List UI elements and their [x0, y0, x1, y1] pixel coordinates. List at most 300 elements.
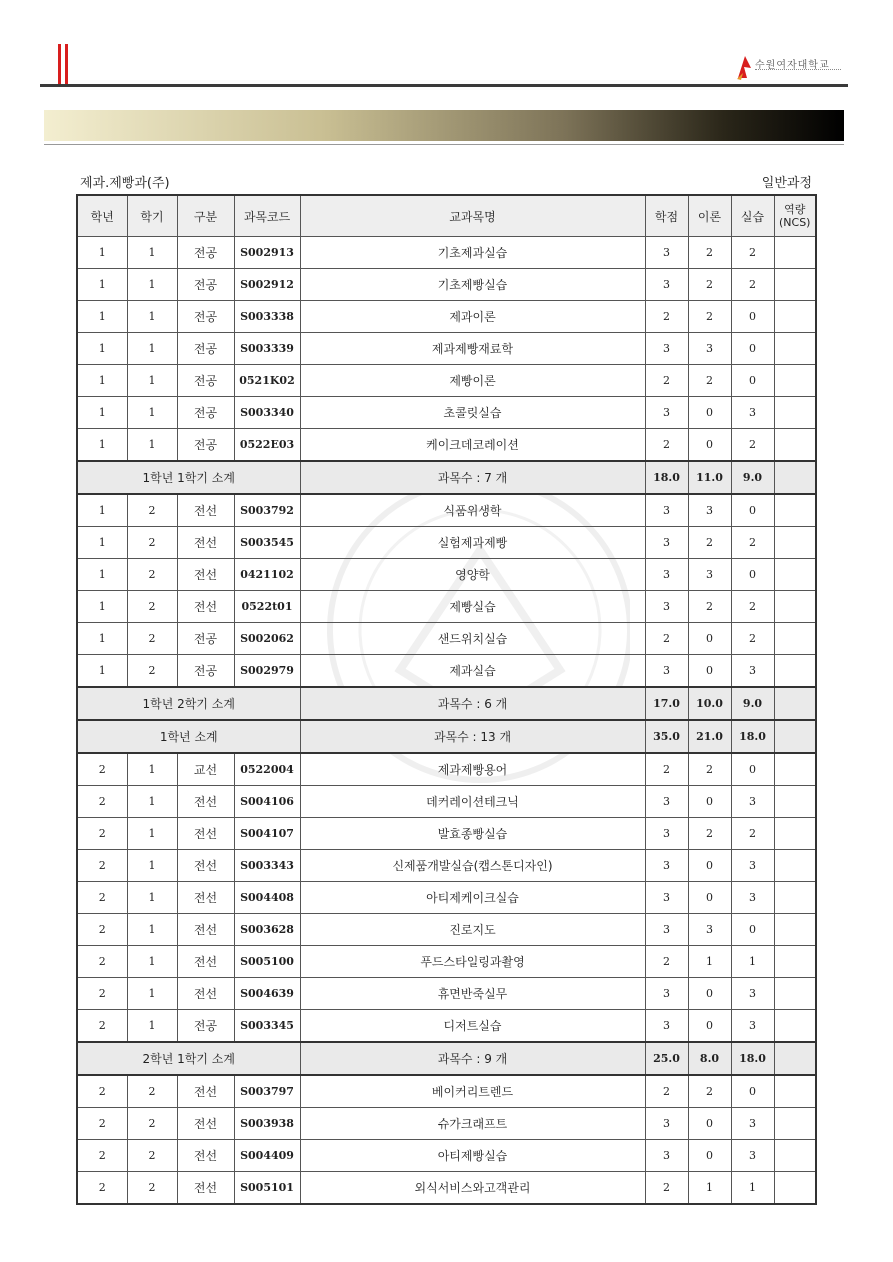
table-row — [77, 591, 816, 623]
cell-credit: 3 — [645, 978, 688, 1010]
subtotal-ncs — [774, 1042, 816, 1075]
cell-ncs — [774, 753, 816, 786]
cell-ncs — [774, 333, 816, 365]
cell-code: 0521K02 — [234, 365, 300, 397]
cell-year: 2 — [77, 1075, 127, 1108]
cell-course-name: 케이크데코레이션 — [300, 429, 645, 462]
subtotal-theory: 21.0 — [688, 720, 731, 753]
cell-semester: 1 — [127, 914, 177, 946]
cell-code: S003340 — [234, 397, 300, 429]
cell-ncs — [774, 1172, 816, 1205]
cell-credit: 3 — [645, 914, 688, 946]
cell-theory: 3 — [688, 914, 731, 946]
course-type-label: 일반과정 — [761, 176, 812, 191]
cell-semester: 1 — [127, 397, 177, 429]
cell-credit: 3 — [645, 333, 688, 365]
cell-semester: 2 — [127, 1172, 177, 1205]
table-row — [77, 818, 816, 850]
cell-theory: 0 — [688, 850, 731, 882]
cell-theory: 0 — [688, 655, 731, 688]
cell-year: 1 — [77, 559, 127, 591]
cell-semester: 1 — [127, 786, 177, 818]
cell-practice: 3 — [731, 1140, 774, 1172]
col-course-name: 교과목명 — [300, 195, 645, 237]
cell-year: 2 — [77, 1108, 127, 1140]
cell-category: 전선 — [177, 559, 234, 591]
col-ncs — [774, 195, 816, 237]
cell-code: S005100 — [234, 946, 300, 978]
cell-year: 1 — [77, 429, 127, 462]
cell-ncs — [774, 559, 816, 591]
cell-theory: 3 — [688, 559, 731, 591]
cell-category: 교선 — [177, 753, 234, 786]
col-semester: 학기 — [127, 195, 177, 237]
cell-semester: 2 — [127, 1108, 177, 1140]
cell-code: 0522004 — [234, 753, 300, 786]
table-row — [77, 269, 816, 301]
cell-code: 0522t01 — [234, 591, 300, 623]
cell-practice: 3 — [731, 882, 774, 914]
cell-course-name: 데커레이션테크닉 — [300, 786, 645, 818]
cell-course-name: 제빵실습 — [300, 591, 645, 623]
cell-credit: 2 — [645, 946, 688, 978]
cell-ncs — [774, 591, 816, 623]
cell-course-name: 샌드위치실습 — [300, 623, 645, 655]
cell-ncs — [774, 269, 816, 301]
cell-semester: 1 — [127, 269, 177, 301]
cell-code: S003792 — [234, 494, 300, 527]
cell-practice: 0 — [731, 1075, 774, 1108]
cell-theory: 3 — [688, 333, 731, 365]
cell-category: 전선 — [177, 946, 234, 978]
cell-credit: 3 — [645, 527, 688, 559]
subtotal-ncs — [774, 720, 816, 753]
cell-ncs — [774, 429, 816, 462]
cell-category: 전선 — [177, 494, 234, 527]
cell-credit: 3 — [645, 559, 688, 591]
cell-credit: 3 — [645, 1010, 688, 1043]
subtotal-row — [77, 720, 816, 753]
subtotal-row — [77, 461, 816, 494]
cell-code: S002979 — [234, 655, 300, 688]
cell-practice: 0 — [731, 914, 774, 946]
cell-semester: 1 — [127, 365, 177, 397]
table-row — [77, 429, 816, 462]
cell-category: 전공 — [177, 429, 234, 462]
cell-year: 2 — [77, 818, 127, 850]
cell-year: 1 — [77, 655, 127, 688]
cell-theory: 0 — [688, 1010, 731, 1043]
table-row — [77, 623, 816, 655]
cell-course-name: 제과제빵용어 — [300, 753, 645, 786]
cell-year: 2 — [77, 1172, 127, 1205]
logo-subline — [755, 69, 841, 73]
cell-practice: 2 — [731, 237, 774, 269]
cell-course-name: 베이커리트렌드 — [300, 1075, 645, 1108]
cell-category: 전선 — [177, 1108, 234, 1140]
table-row — [77, 978, 816, 1010]
table-row — [77, 333, 816, 365]
cell-credit: 3 — [645, 655, 688, 688]
cell-practice: 2 — [731, 591, 774, 623]
cell-category: 전선 — [177, 978, 234, 1010]
cell-theory: 0 — [688, 397, 731, 429]
cell-practice: 3 — [731, 1108, 774, 1140]
cell-code: S004106 — [234, 786, 300, 818]
cell-credit: 3 — [645, 1140, 688, 1172]
cell-year: 2 — [77, 1140, 127, 1172]
red-accent-bar-right — [65, 44, 68, 84]
header-rule — [40, 84, 848, 87]
cell-course-name: 신제품개발실습(캡스톤디자인) — [300, 850, 645, 882]
cell-year: 2 — [77, 882, 127, 914]
table-row — [77, 1140, 816, 1172]
cell-course-name: 실험제과제빵 — [300, 527, 645, 559]
cell-code: S003938 — [234, 1108, 300, 1140]
subtotal-row — [77, 687, 816, 720]
cell-ncs — [774, 365, 816, 397]
subtotal-credit: 17.0 — [645, 687, 688, 720]
table-row — [77, 914, 816, 946]
col-theory: 이론 — [688, 195, 731, 237]
cell-course-name: 휴면반죽실무 — [300, 978, 645, 1010]
cell-credit: 2 — [645, 365, 688, 397]
table-row — [77, 1010, 816, 1043]
cell-category: 전공 — [177, 269, 234, 301]
cell-theory: 2 — [688, 591, 731, 623]
subtotal-practice: 18.0 — [731, 720, 774, 753]
table-row — [77, 527, 816, 559]
cell-year: 2 — [77, 850, 127, 882]
cell-course-name: 제과제빵재료학 — [300, 333, 645, 365]
cell-ncs — [774, 1075, 816, 1108]
subtotal-theory: 10.0 — [688, 687, 731, 720]
cell-theory: 2 — [688, 269, 731, 301]
cell-category: 전공 — [177, 397, 234, 429]
cell-code: S005101 — [234, 1172, 300, 1205]
cell-year: 2 — [77, 914, 127, 946]
cell-practice: 3 — [731, 978, 774, 1010]
cell-practice: 3 — [731, 1010, 774, 1043]
cell-ncs — [774, 397, 816, 429]
cell-semester: 1 — [127, 850, 177, 882]
table-row — [77, 946, 816, 978]
cell-semester: 1 — [127, 429, 177, 462]
subtotal-course-count: 과목수 : 9 개 — [300, 1042, 645, 1075]
subtotal-credit: 25.0 — [645, 1042, 688, 1075]
cell-theory: 0 — [688, 978, 731, 1010]
cell-semester: 2 — [127, 1140, 177, 1172]
table-row — [77, 1172, 816, 1205]
cell-course-name: 아티제빵실습 — [300, 1140, 645, 1172]
logo-text: 수원여자대학교 — [755, 60, 830, 71]
cell-credit: 3 — [645, 397, 688, 429]
cell-theory: 3 — [688, 494, 731, 527]
cell-theory: 0 — [688, 429, 731, 462]
cell-ncs — [774, 786, 816, 818]
cell-practice: 3 — [731, 655, 774, 688]
cell-code: S004639 — [234, 978, 300, 1010]
cell-credit: 2 — [645, 301, 688, 333]
cell-theory: 2 — [688, 237, 731, 269]
cell-theory: 0 — [688, 882, 731, 914]
cell-category: 전선 — [177, 527, 234, 559]
cell-semester: 1 — [127, 333, 177, 365]
cell-code: S002913 — [234, 237, 300, 269]
table-row — [77, 786, 816, 818]
cell-ncs — [774, 850, 816, 882]
cell-ncs — [774, 1140, 816, 1172]
subtotal-course-count: 과목수 : 13 개 — [300, 720, 645, 753]
cell-course-name: 디저트실습 — [300, 1010, 645, 1043]
cell-ncs — [774, 882, 816, 914]
cell-theory: 1 — [688, 1172, 731, 1205]
cell-ncs — [774, 655, 816, 688]
cell-practice: 0 — [731, 333, 774, 365]
cell-practice: 1 — [731, 946, 774, 978]
cell-theory: 2 — [688, 301, 731, 333]
subtotal-row — [77, 1042, 816, 1075]
cell-course-name: 발효종빵실습 — [300, 818, 645, 850]
cell-course-name: 진로지도 — [300, 914, 645, 946]
cell-credit: 2 — [645, 623, 688, 655]
cell-category: 전공 — [177, 301, 234, 333]
department-title: 제과.제빵과(주) — [80, 176, 170, 191]
cell-category: 전공 — [177, 365, 234, 397]
cell-practice: 0 — [731, 494, 774, 527]
cell-ncs — [774, 527, 816, 559]
cell-theory: 2 — [688, 818, 731, 850]
cell-ncs — [774, 946, 816, 978]
subtotal-course-count: 과목수 : 7 개 — [300, 461, 645, 494]
cell-category: 전선 — [177, 1172, 234, 1205]
cell-category: 전선 — [177, 914, 234, 946]
cell-practice: 2 — [731, 269, 774, 301]
cell-year: 2 — [77, 1010, 127, 1043]
cell-year: 2 — [77, 978, 127, 1010]
cell-course-name: 외식서비스와고객관리 — [300, 1172, 645, 1205]
cell-year: 1 — [77, 365, 127, 397]
cell-semester: 2 — [127, 527, 177, 559]
table-row — [77, 301, 816, 333]
subtotal-theory: 11.0 — [688, 461, 731, 494]
col-category: 구분 — [177, 195, 234, 237]
cell-credit: 3 — [645, 494, 688, 527]
subtotal-label: 1학년 2학기 소계 — [77, 687, 300, 720]
cell-semester: 2 — [127, 623, 177, 655]
cell-semester: 1 — [127, 301, 177, 333]
subtotal-practice: 9.0 — [731, 461, 774, 494]
cell-practice: 3 — [731, 850, 774, 882]
cell-credit: 3 — [645, 591, 688, 623]
table-row — [77, 397, 816, 429]
cell-course-name: 기초제과실습 — [300, 237, 645, 269]
cell-practice: 3 — [731, 397, 774, 429]
cell-category: 전공 — [177, 237, 234, 269]
col-ncs-line2: (NCS) — [779, 216, 811, 229]
table-row — [77, 559, 816, 591]
cell-year: 1 — [77, 591, 127, 623]
cell-year: 2 — [77, 753, 127, 786]
cell-credit: 3 — [645, 237, 688, 269]
cell-practice: 0 — [731, 753, 774, 786]
cell-semester: 1 — [127, 978, 177, 1010]
cell-code: S003339 — [234, 333, 300, 365]
cell-theory: 0 — [688, 623, 731, 655]
cell-ncs — [774, 301, 816, 333]
cell-code: 0421102 — [234, 559, 300, 591]
cell-semester: 1 — [127, 753, 177, 786]
subtotal-label: 2학년 1학기 소계 — [77, 1042, 300, 1075]
cell-category: 전선 — [177, 1075, 234, 1108]
cell-course-name: 영양학 — [300, 559, 645, 591]
cell-category: 전공 — [177, 333, 234, 365]
cell-credit: 3 — [645, 882, 688, 914]
cell-semester: 1 — [127, 1010, 177, 1043]
subtotal-label: 1학년 1학기 소계 — [77, 461, 300, 494]
cell-year: 1 — [77, 301, 127, 333]
red-accent-bar-left — [58, 44, 61, 84]
table-row — [77, 1108, 816, 1140]
cell-semester: 2 — [127, 655, 177, 688]
table-row — [77, 237, 816, 269]
subtotal-practice: 9.0 — [731, 687, 774, 720]
subtotal-practice: 18.0 — [731, 1042, 774, 1075]
cell-practice: 2 — [731, 429, 774, 462]
cell-ncs — [774, 818, 816, 850]
table-row — [77, 494, 816, 527]
cell-credit: 2 — [645, 1075, 688, 1108]
cell-code: S003545 — [234, 527, 300, 559]
cell-category: 전선 — [177, 786, 234, 818]
curriculum-table — [76, 194, 817, 1205]
cell-course-name: 아티제케이크실습 — [300, 882, 645, 914]
cell-code: 0522E03 — [234, 429, 300, 462]
cell-code: S002062 — [234, 623, 300, 655]
cell-category: 전공 — [177, 1010, 234, 1043]
table-row — [77, 1075, 816, 1108]
cell-ncs — [774, 1010, 816, 1043]
cell-credit: 2 — [645, 1172, 688, 1205]
band-underline — [44, 144, 844, 145]
cell-ncs — [774, 494, 816, 527]
cell-code: S004408 — [234, 882, 300, 914]
cell-credit: 2 — [645, 429, 688, 462]
cell-category: 전선 — [177, 850, 234, 882]
cell-credit: 3 — [645, 786, 688, 818]
flame-logo-icon — [735, 54, 753, 80]
cell-code: S003338 — [234, 301, 300, 333]
cell-theory: 2 — [688, 365, 731, 397]
cell-semester: 1 — [127, 818, 177, 850]
cell-practice: 2 — [731, 818, 774, 850]
subtotal-label: 1학년 소계 — [77, 720, 300, 753]
cell-theory: 1 — [688, 946, 731, 978]
cell-category: 전선 — [177, 882, 234, 914]
cell-year: 1 — [77, 237, 127, 269]
cell-year: 2 — [77, 946, 127, 978]
cell-ncs — [774, 1108, 816, 1140]
subtotal-theory: 8.0 — [688, 1042, 731, 1075]
subtotal-ncs — [774, 461, 816, 494]
cell-ncs — [774, 237, 816, 269]
table-row — [77, 882, 816, 914]
cell-category: 전선 — [177, 818, 234, 850]
cell-semester: 2 — [127, 559, 177, 591]
cell-code: S003343 — [234, 850, 300, 882]
cell-credit: 3 — [645, 269, 688, 301]
cell-course-name: 초콜릿실습 — [300, 397, 645, 429]
col-practice: 실습 — [731, 195, 774, 237]
cell-ncs — [774, 914, 816, 946]
cell-credit: 3 — [645, 850, 688, 882]
gradient-band — [44, 110, 844, 141]
university-logo — [735, 54, 845, 80]
table-header-row — [77, 195, 816, 237]
cell-course-name: 식품위생학 — [300, 494, 645, 527]
cell-category: 전선 — [177, 1140, 234, 1172]
cell-practice: 0 — [731, 301, 774, 333]
cell-category: 전공 — [177, 623, 234, 655]
cell-code: S002912 — [234, 269, 300, 301]
cell-code: S004409 — [234, 1140, 300, 1172]
cell-year: 2 — [77, 786, 127, 818]
cell-code: S003345 — [234, 1010, 300, 1043]
col-code: 과목코드 — [234, 195, 300, 237]
cell-practice: 2 — [731, 623, 774, 655]
cell-category: 전선 — [177, 591, 234, 623]
cell-practice: 0 — [731, 365, 774, 397]
cell-course-name: 푸드스타일링과촬영 — [300, 946, 645, 978]
cell-semester: 1 — [127, 946, 177, 978]
cell-course-name: 제과실습 — [300, 655, 645, 688]
subtotal-credit: 35.0 — [645, 720, 688, 753]
cell-credit: 3 — [645, 1108, 688, 1140]
cell-year: 1 — [77, 397, 127, 429]
cell-ncs — [774, 978, 816, 1010]
cell-theory: 0 — [688, 786, 731, 818]
cell-year: 1 — [77, 494, 127, 527]
cell-theory: 2 — [688, 527, 731, 559]
cell-course-name: 제빵이론 — [300, 365, 645, 397]
cell-ncs — [774, 623, 816, 655]
cell-year: 1 — [77, 333, 127, 365]
cell-credit: 2 — [645, 753, 688, 786]
cell-semester: 1 — [127, 882, 177, 914]
subtotal-ncs — [774, 687, 816, 720]
cell-semester: 2 — [127, 494, 177, 527]
cell-course-name: 슈가크래프트 — [300, 1108, 645, 1140]
cell-semester: 2 — [127, 1075, 177, 1108]
cell-year: 1 — [77, 269, 127, 301]
cell-semester: 1 — [127, 237, 177, 269]
col-ncs-line1: 역량 — [784, 203, 806, 216]
cell-code: S003797 — [234, 1075, 300, 1108]
table-row — [77, 850, 816, 882]
cell-theory: 2 — [688, 1075, 731, 1108]
cell-theory: 2 — [688, 753, 731, 786]
cell-course-name: 기초제빵실습 — [300, 269, 645, 301]
cell-course-name: 제과이론 — [300, 301, 645, 333]
cell-theory: 0 — [688, 1140, 731, 1172]
cell-practice: 2 — [731, 527, 774, 559]
cell-year: 1 — [77, 623, 127, 655]
cell-theory: 0 — [688, 1108, 731, 1140]
cell-practice: 0 — [731, 559, 774, 591]
cell-code: S003628 — [234, 914, 300, 946]
cell-code: S004107 — [234, 818, 300, 850]
col-credit: 학점 — [645, 195, 688, 237]
